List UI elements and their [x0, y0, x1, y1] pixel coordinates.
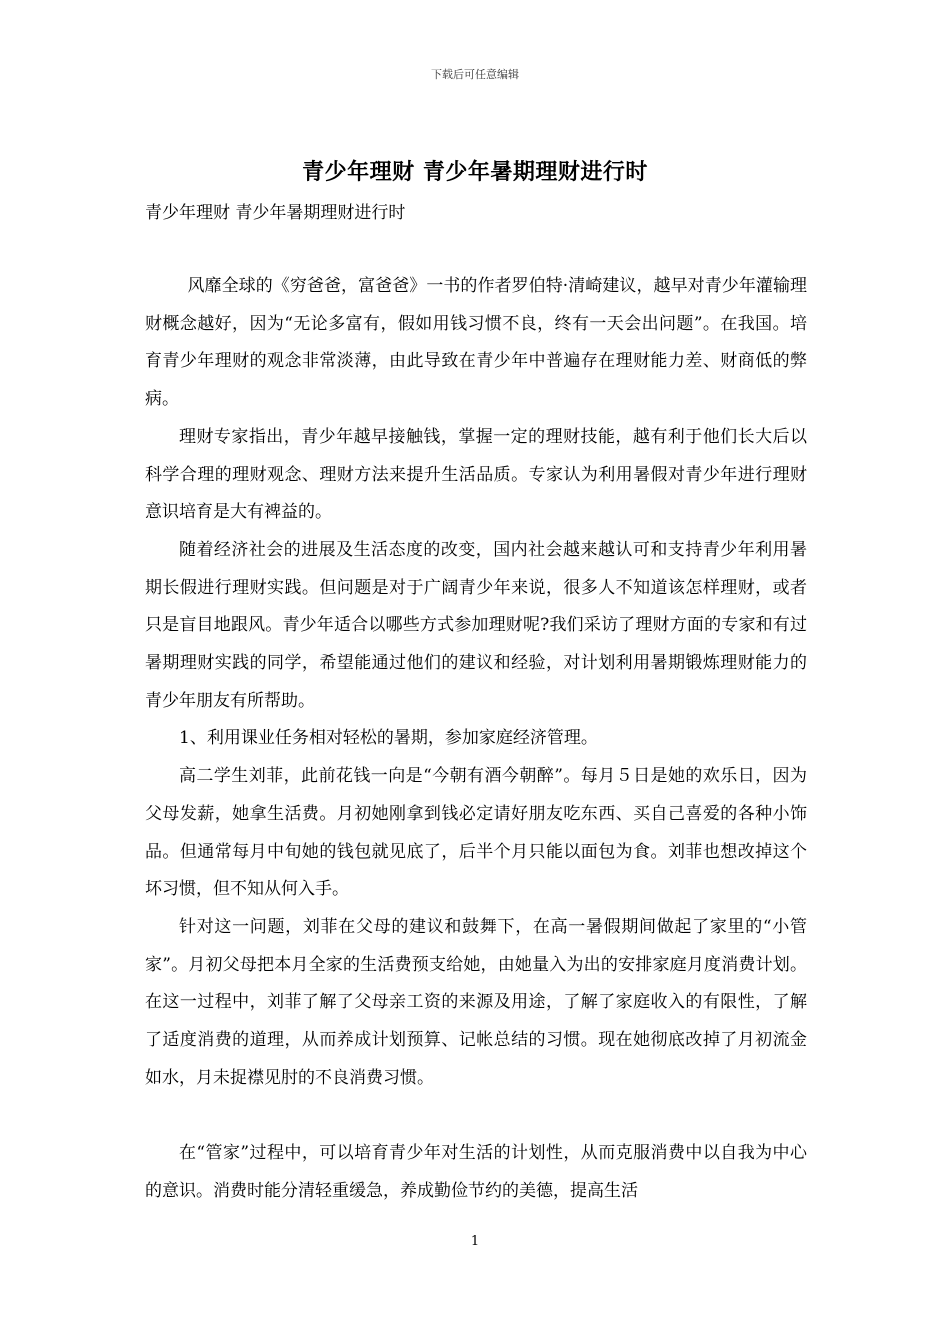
paragraph-2: 理财专家指出，青少年越早接触钱，掌握一定的理财技能，越有利于他们长大后以科学合理的理财观念、理财方法来提升生活品质。专家认为利用暑假对青少年进行理财意识培育是大有裨益的。 [145, 426, 807, 523]
page-number: 1 [470, 1234, 480, 1249]
page-header-note: 下载后可任意编辑 [431, 68, 519, 81]
paragraph-1: 风靡全球的《穷爸爸，富爸爸》一书的作者罗伯特·清崎建议，越早对青少年灌输理财概念越好，因为“无论多富有，假如用钱习惯不良，终有一天会出问题”。在我国。培育青少年理财的观念非常淡薄，由此导致在青少年中普遍存在理财能力差、财商低的弊病。 [145, 276, 807, 410]
document-subtitle: 青少年理财 青少年暑期理财进行时 [145, 203, 406, 223]
document-body [145, 268, 807, 1211]
paragraph-3: 随着经济社会的进展及生活态度的改变，国内社会越来越认可和支持青少年利用暑期长假进行理财实践。但问题是对于广阔青少年来说，很多人不知道该怎样理财，或者只是盲目地跟风。青少年适合以哪些方式参加理财呢?我们采访了理财方面的专家和有过暑期理财实践的同学，希望能通过他们的建议和经验，对计划利用暑期锻炼理财能力的青少年朋友有所帮助。 [145, 539, 807, 711]
paragraph-4: 高二学生刘菲，此前花钱一向是“今朝有酒今朝醉”。每月５日是她的欢乐日，因为父母发薪，她拿生活费。月初她刚拿到钱必定请好朋友吃东西、买自己喜爱的各种小饰品。但通常每月中旬她的钱包就见底了，后半个月只能以面包为食。刘菲也想改掉这个坏习惯，但不知从何入手。 [145, 766, 807, 900]
paragraph-6: 在“管家”过程中，可以培育青少年对生活的计划性，从而克服消费中以自我为中心的意识。消费时能分清轻重缓急，养成勤俭节约的美德，提高生活 [145, 1143, 807, 1201]
document-title: 青少年理财 青少年暑期理财进行时 [302, 159, 648, 185]
section-heading-1: 1、利用课业任务相对轻松的暑期，参加家庭经济管理。 [179, 728, 598, 749]
paragraph-5: 针对这一问题，刘菲在父母的建议和鼓舞下，在高一暑假期间做起了家里的“小管家”。月初父母把本月全家的生活费预支给她，由她量入为出的安排家庭月度消费计划。在这一过程中，刘菲了解了父母亲工资的来源及用途，了解了家庭收入的有限性，了解了适度消费的道理，从而养成计划预算、记帐总结的习惯。现在她彻底改掉了月初流金如水，月未捉襟见肘的不良消费习惯。 [145, 916, 807, 1088]
